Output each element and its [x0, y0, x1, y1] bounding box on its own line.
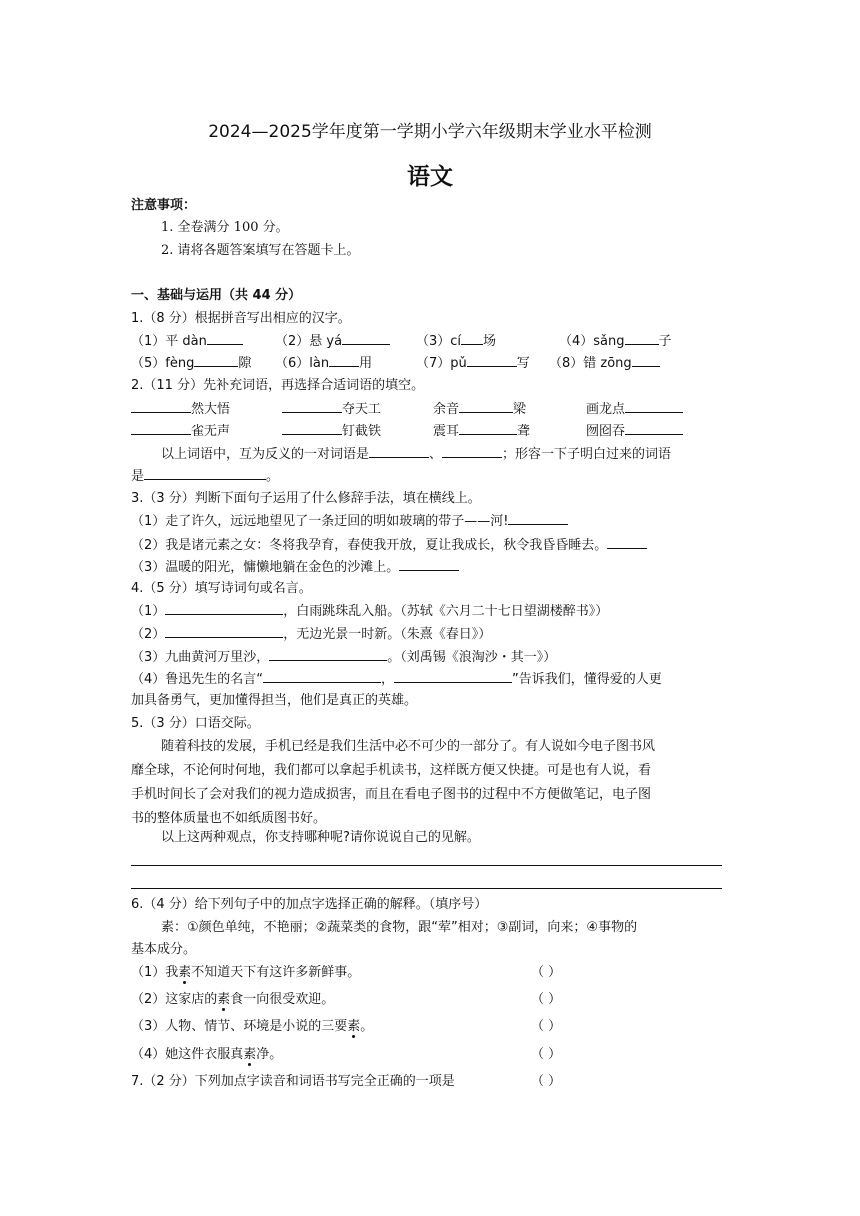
q1-item-4: （4）sǎng 子: [559, 331, 672, 352]
q6-answer-4[interactable]: （ ）: [531, 1047, 562, 1062]
q5-para-line-1: 随着科技的发展，手机已经是我们生活中必不可少的一部分了。有人说如今电子图书风: [161, 739, 656, 754]
q6-item-3: （3）人物、情节、环境是小说的三要素。: [131, 1019, 374, 1034]
q5-para-line-3: 手机时间长了会对我们的视力造成损害，而且在看电子图书的过程中不方便做笔记，电子图: [131, 787, 652, 802]
q1-item-8: （8）错 zōng: [549, 353, 660, 374]
subject-title: 语文: [407, 164, 453, 190]
notice-item-1: 1. 全卷满分 100 分。: [161, 220, 289, 235]
q6-definition-cont: 基本成分。: [131, 942, 197, 957]
q1-item-5: （5）fèng 隙: [131, 353, 251, 374]
answer-line-1[interactable]: [131, 865, 722, 866]
q3-stem: 3.（3 分）判断下面句子运用了什么修辞手法，填在横线上。: [131, 491, 481, 506]
q6-item-2: （2）这家店的素食一向很受欢迎。: [131, 992, 335, 1007]
q6-item-1: （1）我素不知道天下有这许多新鲜事。: [131, 965, 361, 980]
q6-item-4: （4）她这件衣服真素净。: [131, 1047, 283, 1062]
q3-item-3: （3）温暖的阳光，慵懒地躺在金色的沙滩上。: [131, 557, 459, 578]
exam-title: 2024—2025学年度第一学期小学六年级期末学业水平检测: [208, 122, 652, 142]
q3-item-1: （1）走了许久，远远地望见了一条迂回的明如玻璃的带子——河!: [131, 511, 568, 532]
q2-word-4: 画龙点: [586, 399, 683, 420]
q2-follow-up-2: 是 。: [131, 466, 279, 487]
q5-para-line-4: 书的整体质量也不如纸质图书好。: [131, 811, 327, 826]
q2-word-7: 震耳 聋: [433, 421, 530, 442]
q6-answer-2[interactable]: （ ）: [531, 992, 562, 1007]
q1-item-6: （6）làn 用: [275, 353, 372, 374]
q5-para-line-2: 靡全球，不论何时何地，我们都可以拿起手机读书，这样既方便又快捷。可是也有人说，看: [131, 763, 652, 778]
q2-follow-up: 以上词语中，互为反义的一对词语是 、 ；形容一下子明白过来的词语: [161, 444, 671, 465]
q4-item-4: （4）鲁迅先生的名言“ ， ”告诉我们，懂得爱的人更: [131, 669, 662, 690]
q2-stem: 2.（11 分）先补充词语，再选择合适词语的填空。: [131, 378, 425, 393]
q5-stem: 5.（3 分）口语交际。: [131, 716, 260, 731]
q7-answer[interactable]: （ ）: [531, 1074, 562, 1089]
q2-word-5: 雀无声: [131, 421, 230, 442]
q6-answer-1[interactable]: （ ）: [531, 965, 562, 980]
q6-answer-3[interactable]: （ ）: [531, 1019, 562, 1034]
q2-word-6: 钉截铁: [282, 421, 381, 442]
notice-item-2: 2. 请将各题答案填写在答题卡上。: [161, 243, 360, 258]
q4-item-3: （3）九曲黄河万里沙， 。（刘禹锡《浪淘沙・其一》）: [131, 647, 556, 668]
q2-word-8: 囫囵吞: [586, 421, 683, 442]
q4-item-4-cont: 加具备勇气，更加懂得担当，他们是真正的英雄。: [131, 693, 418, 708]
q1-item-7: （7）pǔ 写: [416, 353, 530, 374]
q1-item-3: （3）cí 场: [416, 331, 496, 352]
q4-stem: 4.（5 分）填写诗词句或名言。: [131, 581, 312, 596]
section-heading: 一、基础与运用（共 44 分）: [131, 288, 302, 303]
answer-line-2[interactable]: [131, 888, 722, 889]
q2-word-3: 余音 梁: [433, 399, 526, 420]
q6-stem: 6.（4 分）给下列句子中的加点字选择正确的解释。（填序号）: [131, 897, 488, 912]
q1-item-1: （1）平 dàn: [131, 331, 243, 352]
q2-word-2: 夺天工: [282, 399, 381, 420]
q7-stem: 7.（2 分）下列加点字读音和词语书写完全正确的一项是: [131, 1074, 455, 1089]
q4-item-2: （2） ，无边光景一时新。（朱熹《春日》）: [131, 624, 491, 645]
q6-definition: 素：①颜色单纯，不艳丽；②蔬菜类的食物，跟“荤”相对；③副词，向来；④事物的: [161, 920, 638, 935]
q5-prompt: 以上这两种观点，你支持哪种呢?请你说说自己的见解。: [161, 830, 480, 845]
q1-stem: 1.（8 分）根据拼音写出相应的汉字。: [131, 311, 351, 326]
q3-item-2: （2）我是诸元素之女：冬将我孕育，春使我开放，夏让我成长，秋令我昏昏睡去。: [131, 535, 647, 556]
notice-heading: 注意事项：: [131, 198, 197, 213]
q1-item-2: （2）悬 yá: [275, 331, 390, 352]
q4-item-1: （1） ，白雨跳珠乱入船。（苏轼《六月二十七日望湖楼醉书》）: [131, 601, 608, 622]
q2-word-1: 然大悟: [131, 399, 230, 420]
